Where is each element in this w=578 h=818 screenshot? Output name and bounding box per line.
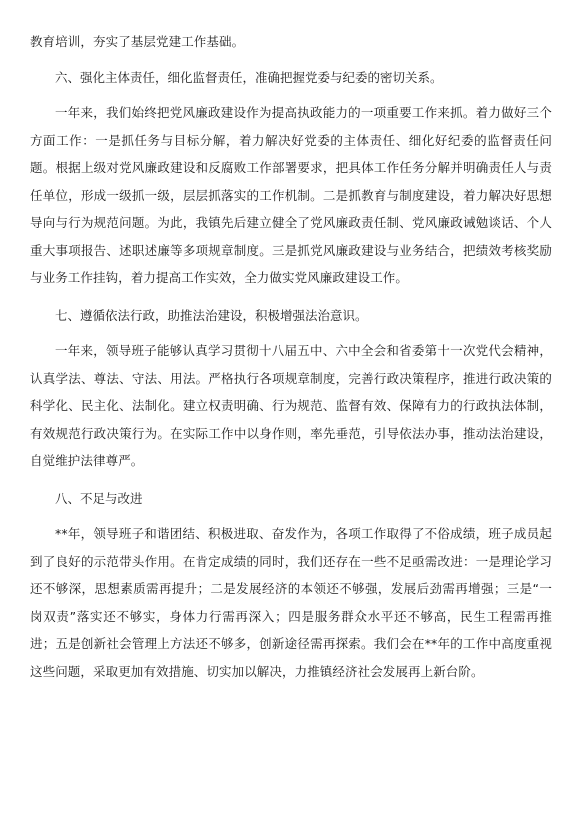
section6-body: 一年来，我们始终把党风廉政建设作为提高执政能力的一项重要工作来抓。着力做好三个方面工作：一是抓任务与目标分解，着力解决好党委的主体责任、细化好纪委的监督责任问题。根据上级对党风廉政建设和反腐败工作部署要求，把具体工作任务分解并明确责任人与责任单位，形成一级抓一级，层层抓落实的工作机制。二是抓教育与制度建设，着力解决好思想导向与行为规范问题。为此，我镇先后建立健全了党风廉政责任制、党风廉政诫勉谈话、个人重大事项报告、述职述廉等多项规章制度。三是抓党风廉政建设与业务结合，把绩效考核奖励与业务工作挂钩，着力提高工作实效，全力做实党风廉政建设工作。 <box>30 105 552 285</box>
section8-heading: 八、不足与改进 <box>55 490 143 506</box>
section6-heading: 六、强化主体责任，细化监督责任，准确把握党委与纪委的密切关系。 <box>55 69 443 85</box>
section7-heading: 七、遵循依法行政，助推法治建设，积极增强法治意识。 <box>55 307 368 323</box>
section7-body: 一年来，领导班子能够认真学习贯彻十八届五中、六中全会和省委第十一次党代会精神，认真学法、尊法、守法、用法。严格执行各项规章制度，完善行政决策程序，推进行政决策的科学化、民主化、法制化。建立权责明确、行为规范、监督有效、保障有力的行政执法体制，有效规范行政决策行为。在实际工作中以身作则，率先垂范，引导依法办事，推动法治建设，自觉维护法律尊严。 <box>30 343 552 468</box>
intro-line: 教育培训，夯实了基层党建工作基础。 <box>30 34 245 49</box>
document-page <box>30 28 552 685</box>
section8-body: **年，领导班子和谐团结、积极进取、奋发作为，各项工作取得了不俗成绩，班子成员起到了良好的示范带头作用。在肯定成绩的同时，我们还存在一些不足亟需改进：一是理论学习还不够深，思想素质需再提升；二是发展经济的本领还不够强，发展后劲需再增强；三是“一岗双责”落实还不够实，身体力行需再深入；四是服务群众水平还不够高，民生工程需再推进；五是创新社会管理上方法还不够多，创新途径需再探索。我们会在**年的工作中高度重视这些问题，采取更加有效措施、切实加以解决，力推镇经济社会发展再上新台阶。 <box>30 526 552 679</box>
